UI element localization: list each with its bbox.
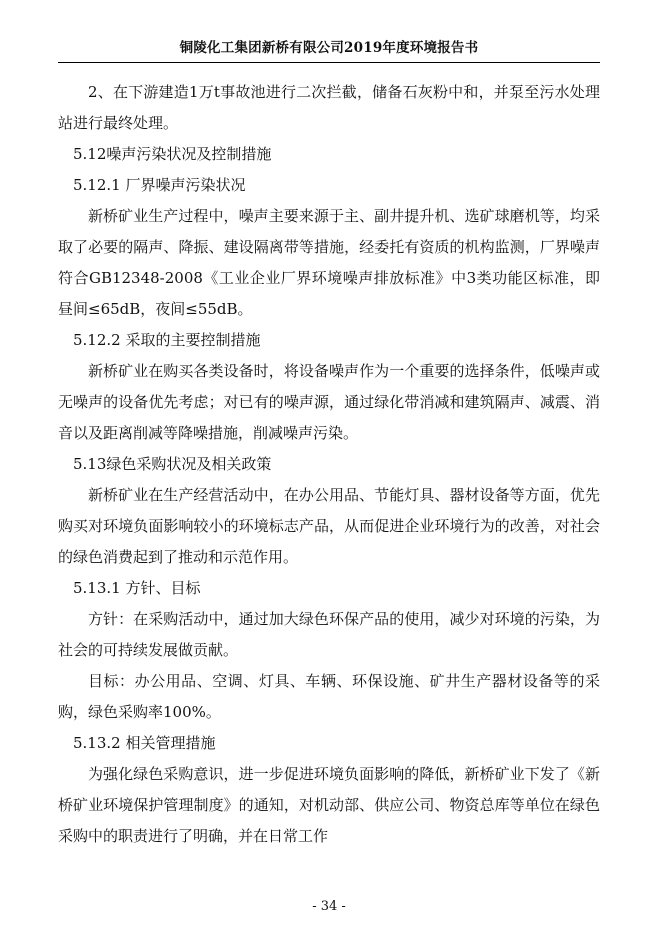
section-heading: 5.13.1 方针、目标 xyxy=(73,579,201,597)
paragraph: 为强化绿色采购意识，进一步促进环境负面影响的降低，新桥矿业下发了《新桥矿业环境保护管理制度》的通知，对机动部、供应公司、物资总库等单位在绿色采购中的职责进行了明确，并在日常工作 xyxy=(58,765,600,845)
section-heading: 5.12.2 采取的主要控制措施 xyxy=(73,331,261,349)
page-number: - 34 - xyxy=(312,899,346,914)
section-heading: 5.13绿色采购状况及相关政策 xyxy=(73,455,272,473)
paragraph: 新桥矿业生产过程中，噪声主要来源于主、副井提升机、选矿球磨机等，均采取了必要的隔声、降振、建设隔离带等措施，经委托有资质的机构监测，厂界噪声符合GB12348-2008《工业企业厂界环境噪声排放标准》中3类功能区标准，即昼间≤65dB，夜间≤55dB。 xyxy=(58,207,600,318)
section-heading: 5.12.1 厂界噪声污染状况 xyxy=(73,176,246,194)
paragraph: 目标：办公用品、空调、灯具、车辆、环保设施、矿井生产器材设备等的采购，绿色采购率100%。 xyxy=(58,672,600,721)
document-body xyxy=(58,77,600,852)
page-content xyxy=(58,36,600,894)
paragraph: 新桥矿业在生产经营活动中，在办公用品、节能灯具、器材设备等方面，优先购买对环境负面影响较小的环境标志产品，从而促进企业环境行为的改善，对社会的绿色消费起到了推动和示范作用。 xyxy=(58,486,600,566)
page-header-title: 铜陵化工集团新桥有限公司2019年度环境报告书 xyxy=(179,40,479,56)
section-heading: 5.12噪声污染状况及控制措施 xyxy=(73,145,272,163)
paragraph: 2、在下游建造1万t事故池进行二次拦截，储备石灰粉中和，并泵至污水处理站进行最终处理。 xyxy=(58,83,600,132)
paragraph: 方针：在采购活动中，通过加大绿色环保产品的使用，减少对环境的污染，为社会的可持续发展做贡献。 xyxy=(58,610,600,659)
header-divider xyxy=(58,62,600,63)
paragraph: 新桥矿业在购买各类设备时，将设备噪声作为一个重要的选择条件，低噪声或无噪声的设备优先考虑；对已有的噪声源，通过绿化带消减和建筑隔声、减震、消音以及距离削减等降噪措施，削减噪声污染。 xyxy=(58,362,600,442)
section-heading: 5.13.2 相关管理措施 xyxy=(73,734,216,752)
